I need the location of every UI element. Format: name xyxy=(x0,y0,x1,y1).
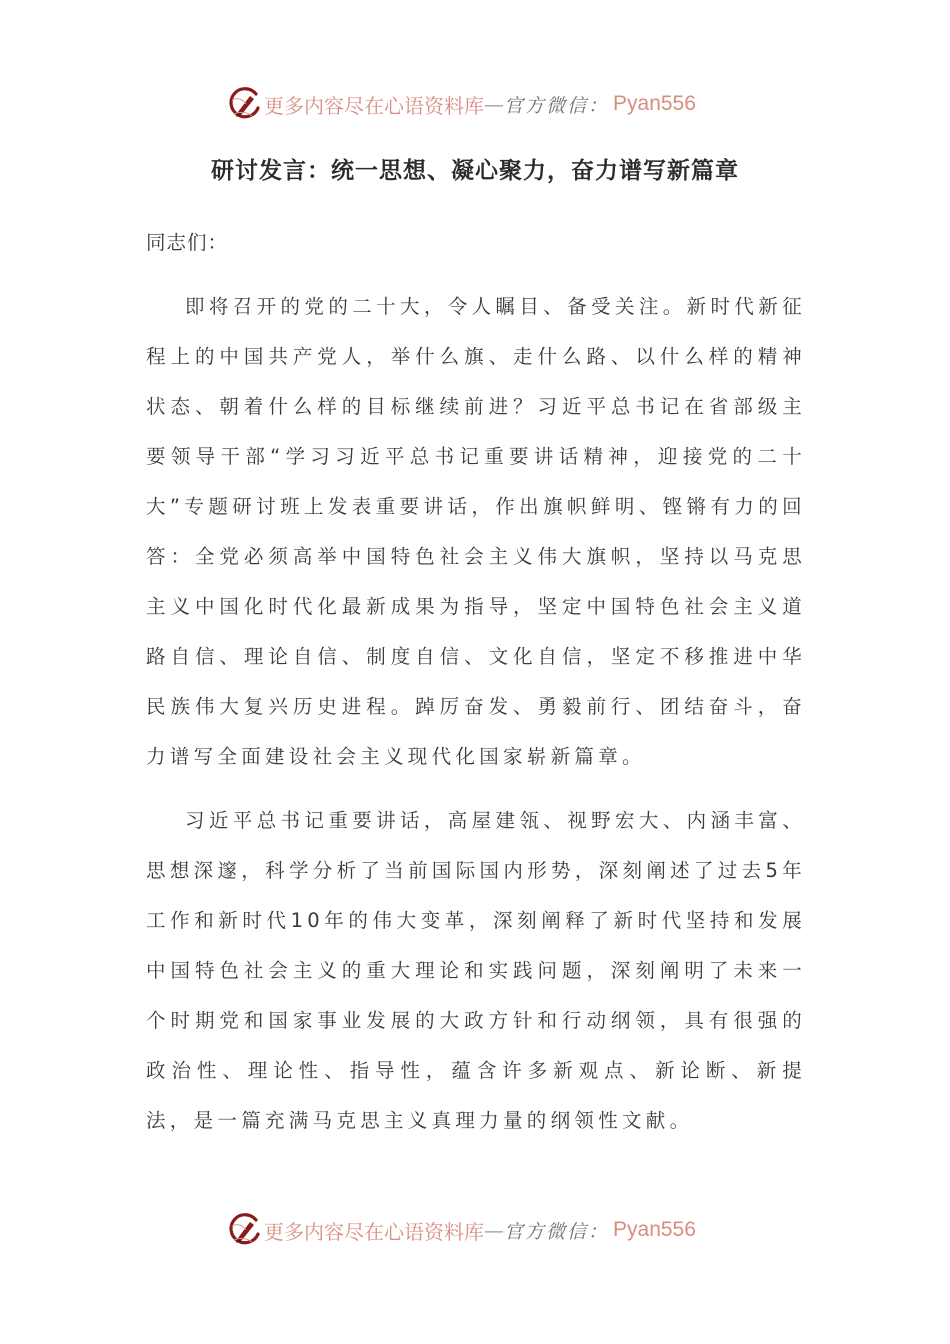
paragraph-2: 习近平总书记重要讲话，高屋建瓴、视野宏大、内涵丰富、思想深邃，科学分析了当前国际国内形势，深刻阐述了过去5年工作和新时代10年的伟大变革，深刻阐释了新时代坚持和发展中国特色社会主义的重大理论和实践问题，深刻阐明了未来一个时期党和国家事业发展的大政方针和行动纲领，具有很强的政治性、理论性、指导性，蕴含许多新观点、新论断、新提法，是一篇充满马克思主义真理力量的纲领性文献。 xyxy=(146,809,806,1132)
banner-dash: — xyxy=(484,92,504,116)
banner-dash: — xyxy=(484,1218,504,1242)
salutation: 同志们： xyxy=(146,231,229,254)
quill-pen-logo-icon xyxy=(226,1212,262,1248)
footer-banner xyxy=(226,1210,726,1250)
document-title: 研讨发言：统一思想、凝心聚力，奋力谱写新篇章 xyxy=(211,158,739,184)
quill-pen-logo-icon xyxy=(226,86,262,122)
banner-main-text: 更多内容尽在心语资料库 xyxy=(264,1219,484,1244)
banner-main-text: 更多内容尽在心语资料库 xyxy=(264,93,484,118)
banner-wechat-id: Pyan556 xyxy=(613,1218,696,1241)
banner-wechat-label: 官方微信： xyxy=(504,1220,610,1243)
document-body xyxy=(146,218,806,1160)
header-banner xyxy=(226,84,726,124)
banner-wechat-label: 官方微信： xyxy=(504,94,610,117)
paragraph-1: 即将召开的党的二十大，令人瞩目、备受关注。新时代新征程上的中国共产党人，举什么旗、走什么路、以什么样的精神状态、朝着什么样的目标继续前进？习近平总书记在省部级主要领导干部“学习习近平总书记重要讲话精神，迎接党的二十大”专题研讨班上发表重要讲话，作出旗帜鲜明、铿锵有力的回答：全党必须高举中国特色社会主义伟大旗帜，坚持以马克思主义中国化时代化最新成果为指导，坚定中国特色社会主义道路自信、理论自信、制度自信、文化自信，坚定不移推进中华民族伟大复兴历史进程。踔厉奋发、勇毅前行、团结奋斗，奋力谱写全面建设社会主义现代化国家崭新篇章。 xyxy=(146,295,806,768)
banner-wechat-id: Pyan556 xyxy=(613,92,696,115)
